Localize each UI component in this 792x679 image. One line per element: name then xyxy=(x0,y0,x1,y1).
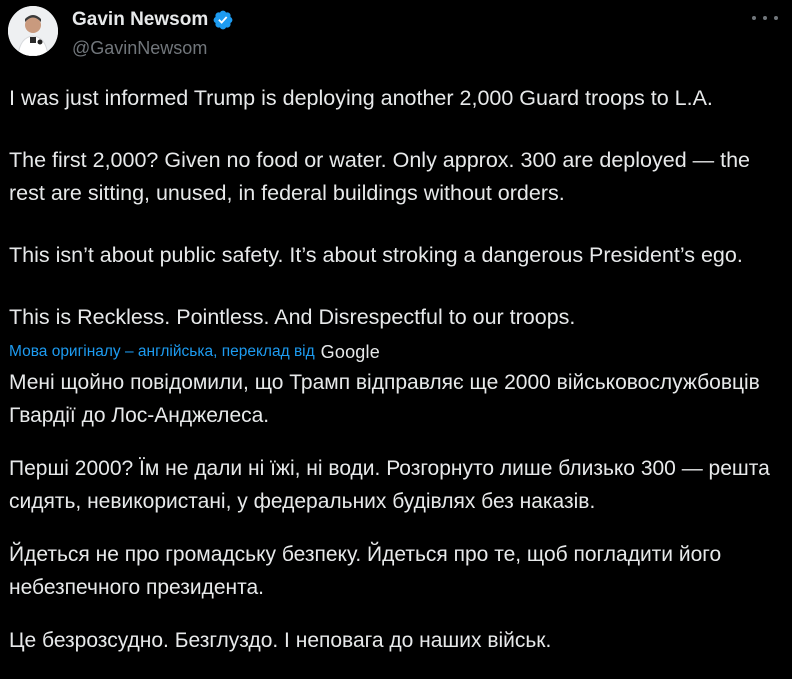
tweet-header xyxy=(8,6,784,62)
translated-paragraph: Перші 2000? Їм не дали ні їжі, ні води. Розгорнуто лише близько 300 — решта сидять, невикористані, у федеральних будівлях без наказів. xyxy=(9,457,770,513)
google-logo: Google xyxy=(320,342,380,362)
author-display-name[interactable]: Gavin Newsom xyxy=(72,9,209,30)
more-dot xyxy=(752,16,756,20)
avatar[interactable] xyxy=(8,6,58,56)
author-name-row[interactable] xyxy=(72,8,234,32)
translated-paragraph: Йдеться не про громадську безпеку. Йдеться про те, щоб погладити його небезпечного президента. xyxy=(9,543,722,599)
tweet-paragraph: The first 2,000? Given no food or water. Only approx. 300 are deployed — the rest are sitting, unused, in federal buildings without orders. xyxy=(9,148,750,205)
more-dot xyxy=(763,16,767,20)
verified-badge-icon[interactable] xyxy=(212,9,234,31)
more-dot xyxy=(774,16,778,20)
translated-paragraph: Мені щойно повідомили, що Трамп відправляє ще 2000 військовослужбовців Гвардії до Лос-Анджелеса. xyxy=(9,371,760,427)
tweet-body xyxy=(9,82,779,677)
more-options-icon[interactable] xyxy=(752,8,778,28)
translation-attribution xyxy=(9,340,779,364)
tweet-paragraph: This is Reckless. Pointless. And Disrespectful to our troops. xyxy=(9,305,576,329)
avatar-photo-icon xyxy=(8,6,58,56)
translation-note-link[interactable]: Мова оригіналу – англійська, переклад від xyxy=(9,343,315,360)
author-handle[interactable]: @GavinNewsom xyxy=(72,38,208,58)
translated-paragraph: Це безрозсудно. Безглуздо. І неповага до наших військ. xyxy=(9,629,552,652)
tweet-paragraph: I was just informed Trump is deploying another 2,000 Guard troops to L.A. xyxy=(9,86,713,110)
author-block xyxy=(72,8,234,60)
tweet-paragraph: This isn’t about public safety. It’s about stroking a dangerous President’s ego. xyxy=(9,243,743,267)
